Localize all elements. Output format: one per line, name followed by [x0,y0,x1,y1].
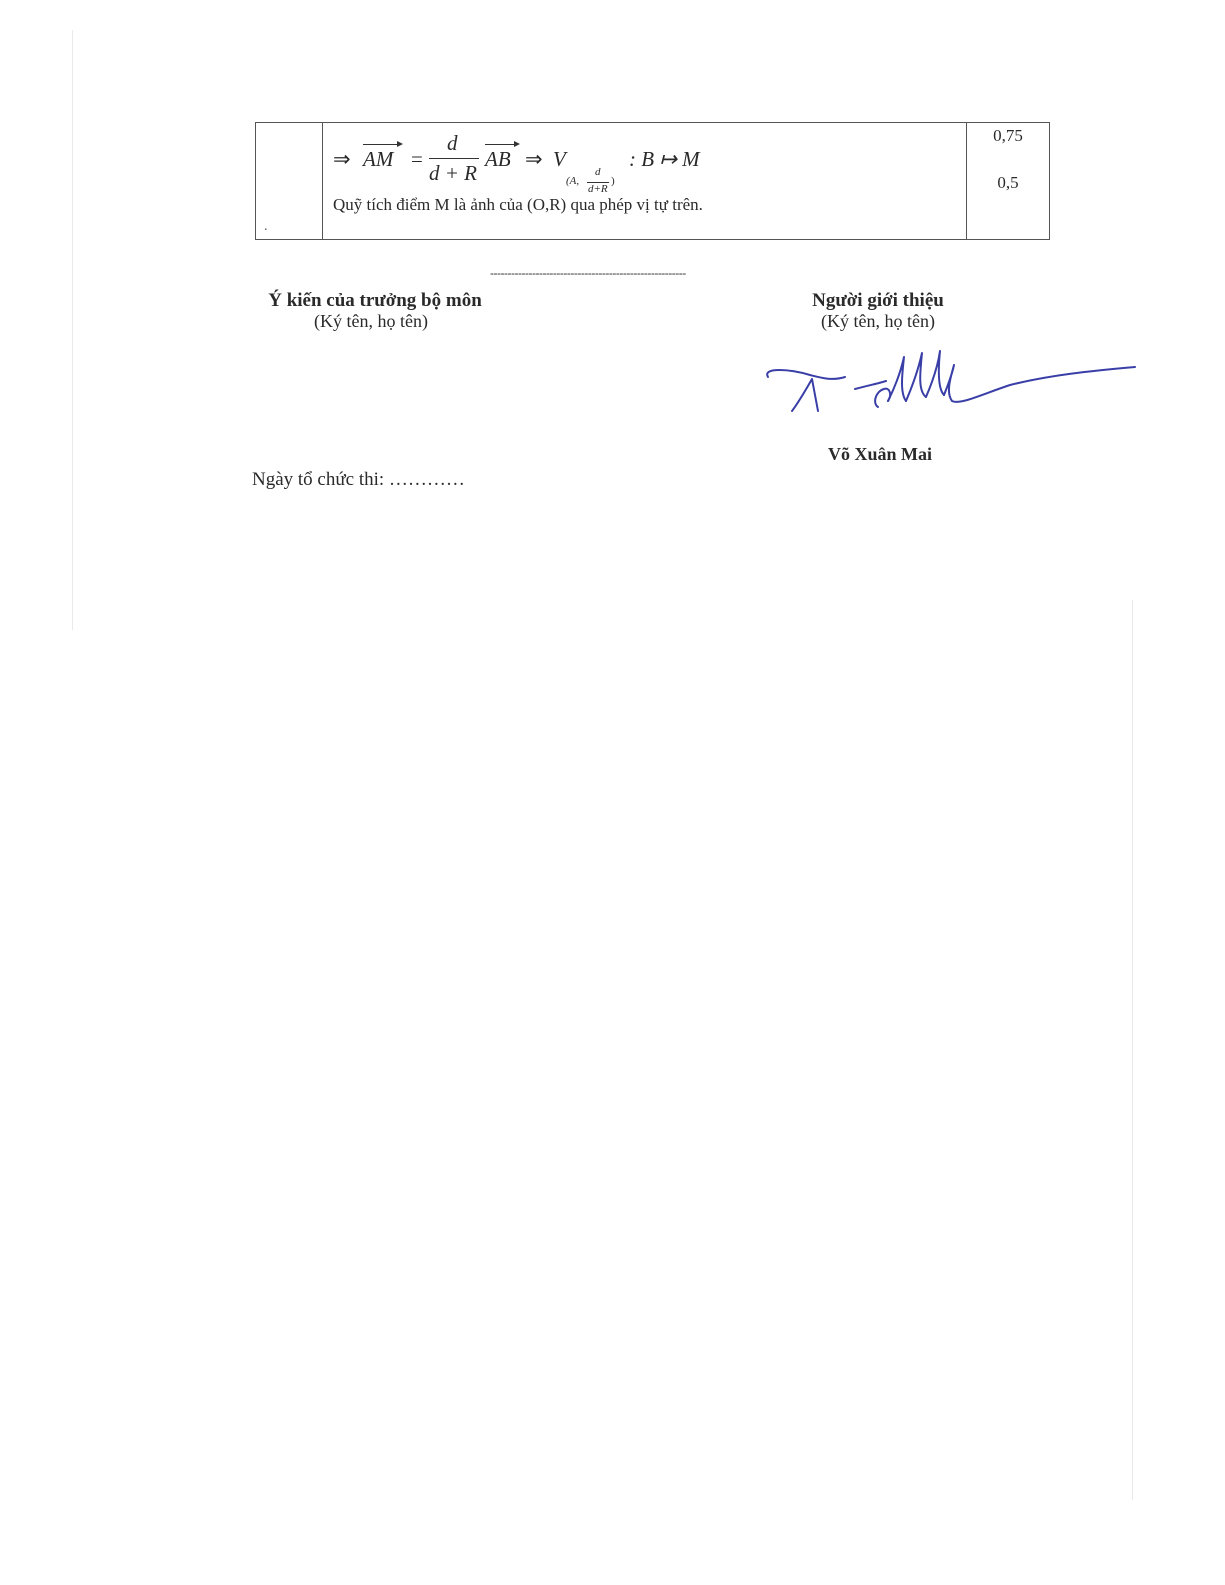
introducer-title: Người giới thiệu [812,290,944,311]
locus-statement: Quỹ tích điểm M là ảnh của (O,R) qua phép vị tự trên. [333,195,703,214]
vector-am-arrow [363,144,401,145]
score-value: 0,75 [993,126,1023,145]
fraction-denominator: d + R [429,161,477,185]
mapping-expression: : B ↦ M [629,147,700,171]
subscript-close: ) [611,175,615,187]
subscript-numerator: d [595,166,601,178]
introducer-block [798,290,958,332]
signer-name: Võ Xuân Mai [827,444,932,464]
implies-symbol-2: ⇒ [525,147,543,171]
scan-edge-left [72,30,73,630]
introducer-subtitle: (Ký tên, họ tên) [821,311,935,331]
vector-am-label: AM [363,147,394,171]
subscript-open: (A, [566,175,580,187]
homothety-formula [333,133,953,193]
vector-ab-arrow [485,144,518,145]
table-row [256,123,1050,240]
department-head-title: Ý kiến của trưởng bộ môn [268,290,482,311]
implies-symbol: ⇒ [333,147,351,171]
grading-table [255,122,1050,240]
equals-sign: = [411,147,423,171]
score-value: 0,5 [997,173,1019,192]
corner-mark: . [264,219,268,234]
table-cell-content [323,123,967,240]
section-divider: -------------------------------------------------------- [490,266,686,280]
handwritten-signature [760,345,1140,425]
table-cell-index [256,123,323,240]
fraction-numerator: d [447,131,458,155]
exam-date-line: Ngày tổ chức thi: ………… [252,469,465,490]
vector-ab-label: AB [485,147,511,171]
department-head-subtitle: (Ký tên, họ tên) [314,311,428,331]
homothety-symbol: V [553,147,566,171]
department-head-block [250,290,500,332]
fraction-line [429,158,479,159]
scan-edge-right [1132,600,1133,1500]
table-cell-score [967,123,1050,240]
subscript-denominator: d+R [588,183,608,195]
